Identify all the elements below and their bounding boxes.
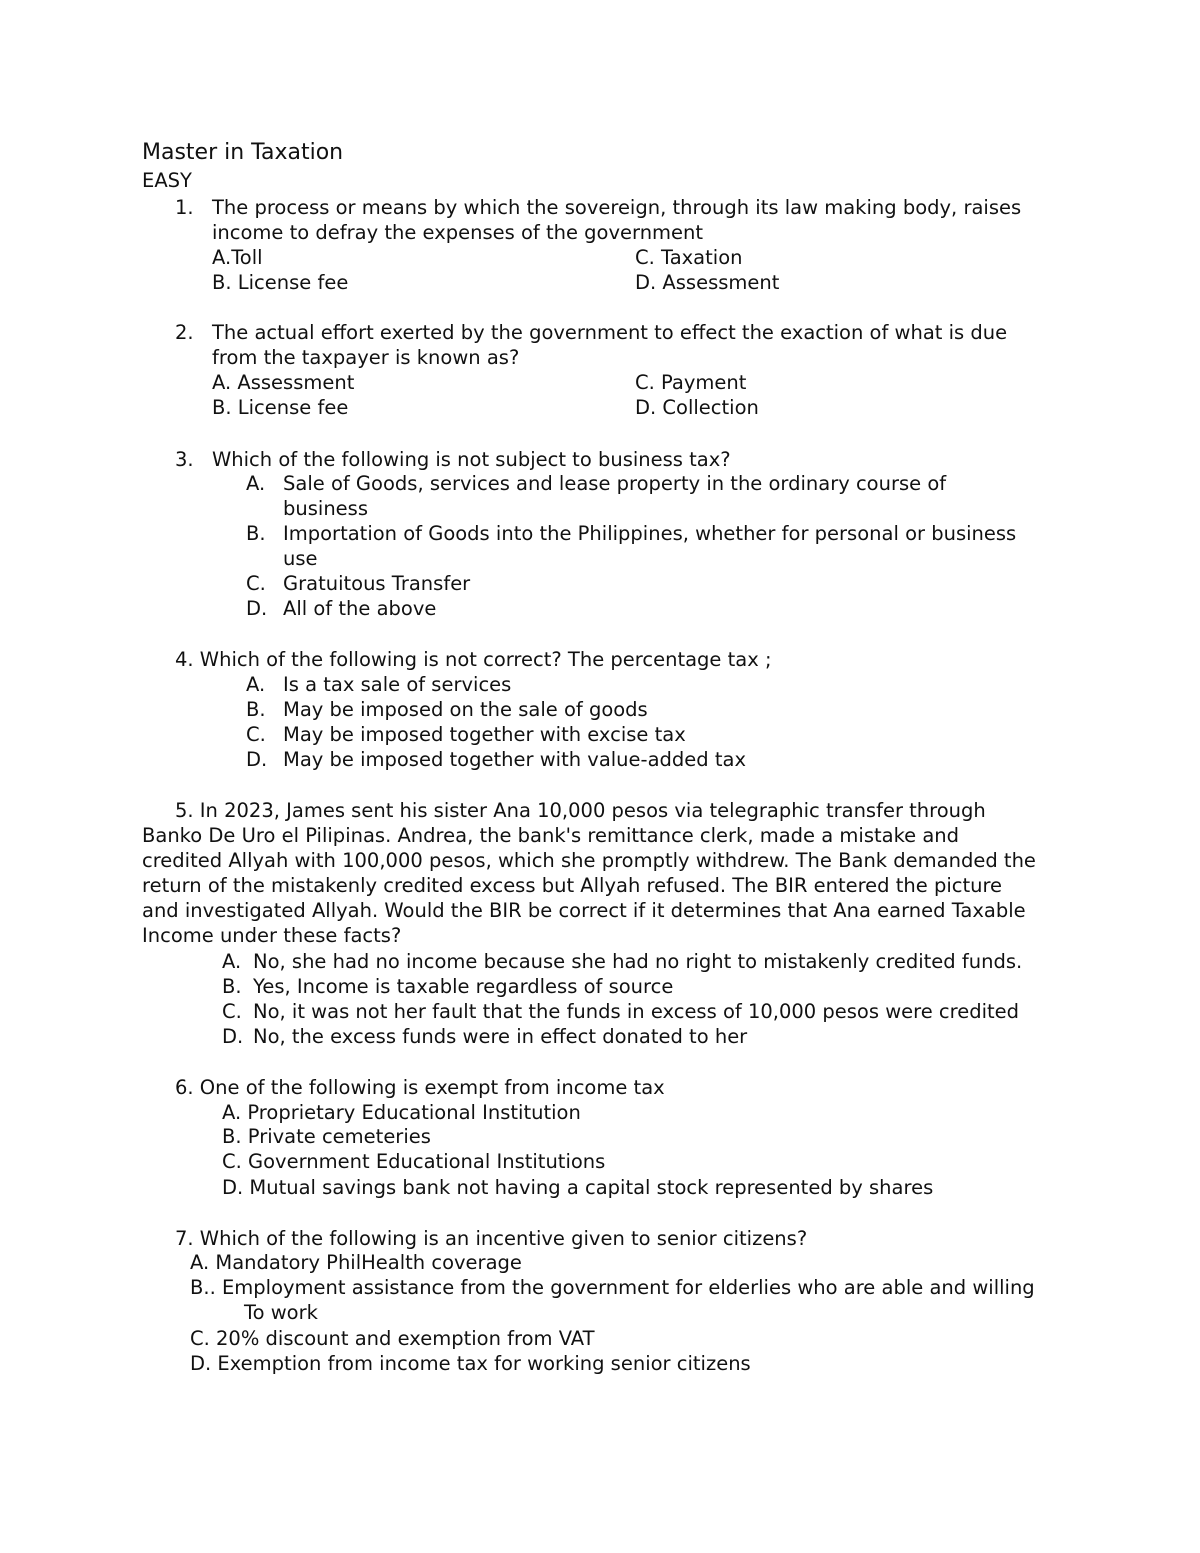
q2-text-line2: from the taxpayer is known as? (212, 346, 520, 369)
q7-option-b-line1: B.. Employment assistance from the government for elderlies who are able and willing (190, 1276, 1035, 1299)
q5-option-c: No, it was not her fault that the funds in excess of 10,000 pesos were credited (253, 1000, 1020, 1023)
q4-option-c: May be imposed together with excise tax (283, 723, 686, 746)
q2-text-line1: The actual effort exerted by the government to effect the exaction of what is due (212, 321, 1008, 344)
q3-option-d: All of the above (283, 597, 437, 620)
q6-text: 6. One of the following is exempt from income tax (175, 1076, 665, 1099)
q5-text-line2: Banko De Uro el Pilipinas. Andrea, the bank's remittance clerk, made a mistake and (142, 824, 960, 847)
q2-option-c: C. Payment (635, 371, 747, 394)
q3-option-c: Gratuitous Transfer (283, 572, 471, 595)
q1-option-b: B. License fee (212, 271, 349, 294)
q4-option-c-letter: C. (246, 723, 266, 746)
q1-text-line1: The process or means by which the sovereign, through its law making body, raises (212, 196, 1022, 219)
q5-option-c-letter: C. (222, 1000, 242, 1023)
document-title: Master in Taxation (142, 140, 344, 165)
q1-number: 1. (175, 196, 194, 219)
q4-option-d: May be imposed together with value-added tax (283, 748, 746, 771)
q1-option-d: D. Assessment (635, 271, 780, 294)
q5-text-line6: Income under these facts? (142, 924, 402, 947)
q7-option-a: A. Mandatory PhilHealth coverage (190, 1251, 522, 1274)
q4-option-b-letter: B. (246, 698, 266, 721)
q3-option-a-line2: business (283, 497, 368, 520)
q6-option-c: C. Government Educational Institutions (222, 1150, 606, 1173)
q5-option-d-letter: D. (222, 1025, 244, 1048)
q7-option-d: D. Exemption from income tax for working senior citizens (190, 1352, 751, 1375)
q3-option-b-letter: B. (246, 522, 266, 545)
q1-option-c: C. Taxation (635, 246, 743, 269)
difficulty-heading: EASY (142, 169, 192, 192)
q4-option-d-letter: D. (246, 748, 268, 771)
q3-option-a-line1: Sale of Goods, services and lease property in the ordinary course of (283, 472, 947, 495)
q1-text-line2: income to defray the expenses of the government (212, 221, 704, 244)
q5-option-b: Yes, Income is taxable regardless of source (253, 975, 674, 998)
q5-text-line5: and investigated Allyah. Would the BIR be correct if it determines that Ana earned Taxable (142, 899, 1026, 922)
q3-number: 3. (175, 448, 194, 471)
q4-option-a-letter: A. (246, 673, 266, 696)
q5-option-d: No, the excess funds were in effect donated to her (253, 1025, 748, 1048)
q6-option-b: B. Private cemeteries (222, 1125, 431, 1148)
q2-option-b: B. License fee (212, 396, 349, 419)
q5-option-b-letter: B. (222, 975, 242, 998)
q3-option-d-letter: D. (246, 597, 268, 620)
q4-text: 4. Which of the following is not correct? The percentage tax ; (175, 648, 772, 671)
q3-option-c-letter: C. (246, 572, 266, 595)
q5-text-line4: return of the mistakenly credited excess but Allyah refused. The BIR entered the picture (142, 874, 1003, 897)
q3-option-a-letter: A. (246, 472, 266, 495)
q2-option-d: D. Collection (635, 396, 759, 419)
q7-text: 7. Which of the following is an incentive given to senior citizens? (175, 1227, 808, 1250)
q6-option-a: A. Proprietary Educational Institution (222, 1101, 581, 1124)
q2-number: 2. (175, 321, 194, 344)
q7-option-b-line2: To work (244, 1301, 318, 1324)
q6-option-d: D. Mutual savings bank not having a capital stock represented by shares (222, 1176, 934, 1199)
q3-option-b-line2: use (283, 547, 318, 570)
q3-option-b-line1: Importation of Goods into the Philippines, whether for personal or business (283, 522, 1017, 545)
q1-option-a: A.Toll (212, 246, 263, 269)
q7-option-c: C. 20% discount and exemption from VAT (190, 1327, 595, 1350)
q3-text: Which of the following is not subject to business tax? (212, 448, 731, 471)
q5-text-line1: 5. In 2023, James sent his sister Ana 10,000 pesos via telegraphic transfer through (175, 799, 986, 822)
q5-option-a-letter: A. (222, 950, 242, 973)
q4-option-a: Is a tax sale of services (283, 673, 512, 696)
q4-option-b: May be imposed on the sale of goods (283, 698, 648, 721)
q5-text-line3: credited Allyah with 100,000 pesos, which she promptly withdrew. The Bank demanded the (142, 849, 1036, 872)
q5-option-a: No, she had no income because she had no right to mistakenly credited funds. (253, 950, 1023, 973)
q2-option-a: A. Assessment (212, 371, 355, 394)
